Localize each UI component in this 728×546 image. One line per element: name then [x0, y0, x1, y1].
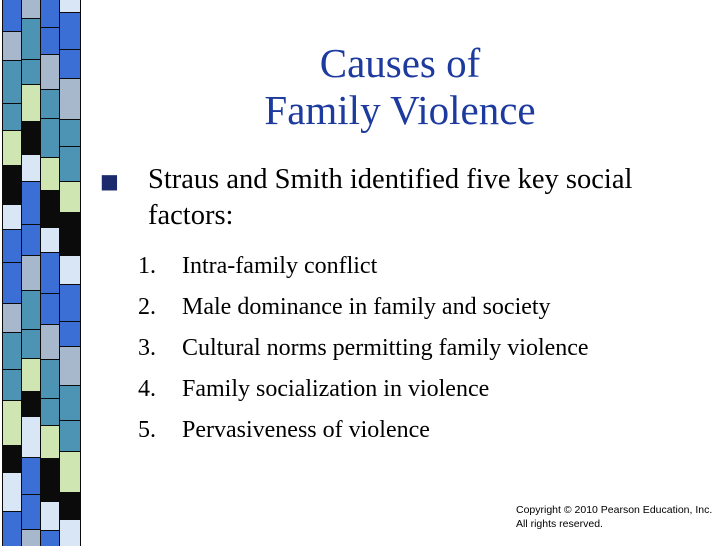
- list-item: [138, 250, 589, 291]
- decorative-tile-strip: [0, 0, 82, 546]
- decorative-tile: [59, 181, 81, 213]
- decorative-tile: [59, 78, 81, 120]
- square-bullet-icon: ■: [100, 169, 119, 193]
- decorative-tile: [59, 49, 81, 79]
- decorative-tile: [59, 119, 81, 147]
- copyright-notice: [516, 503, 712, 531]
- list-number: 1.: [138, 253, 156, 279]
- slide-title: [180, 40, 620, 134]
- bullet-text: Straus and Smith identified five key social factors:: [148, 164, 633, 231]
- decorative-tile: [59, 451, 81, 493]
- list-number: 5.: [138, 417, 156, 443]
- decorative-tile: [59, 255, 81, 285]
- decorative-tile: [59, 321, 81, 347]
- decorative-tile: [59, 284, 81, 322]
- list-number: 3.: [138, 335, 156, 361]
- decorative-tile: [59, 385, 81, 421]
- list-item: [138, 291, 589, 332]
- decorative-tile: [59, 212, 81, 256]
- decorative-tile: [59, 420, 81, 452]
- list-number: 2.: [138, 294, 156, 320]
- list-text: Family socialization in violence: [182, 376, 490, 402]
- decorative-tile: [59, 346, 81, 386]
- list-text: Male dominance in family and society: [182, 294, 551, 320]
- list-item: [138, 373, 589, 414]
- copyright-line-1: Copyright © 2010 Pearson Education, Inc.: [516, 504, 713, 516]
- list-number: 4.: [138, 376, 156, 402]
- factor-list: [138, 250, 589, 455]
- title-line-1: Causes of: [319, 40, 481, 86]
- list-text: Pervasiveness of violence: [182, 417, 430, 443]
- decorative-tile: [59, 519, 81, 546]
- tile-column-4: [59, 0, 81, 546]
- decorative-tile: [59, 12, 81, 50]
- list-text: Cultural norms permitting family violence: [182, 335, 589, 361]
- list-item: [138, 332, 589, 373]
- copyright-line-2: All rights reserved.: [516, 518, 603, 530]
- decorative-tile: [59, 492, 81, 520]
- decorative-tile: [59, 146, 81, 182]
- list-item: [138, 414, 589, 455]
- title-line-2: Family Violence: [264, 87, 536, 133]
- list-text: Intra-family conflict: [182, 253, 378, 279]
